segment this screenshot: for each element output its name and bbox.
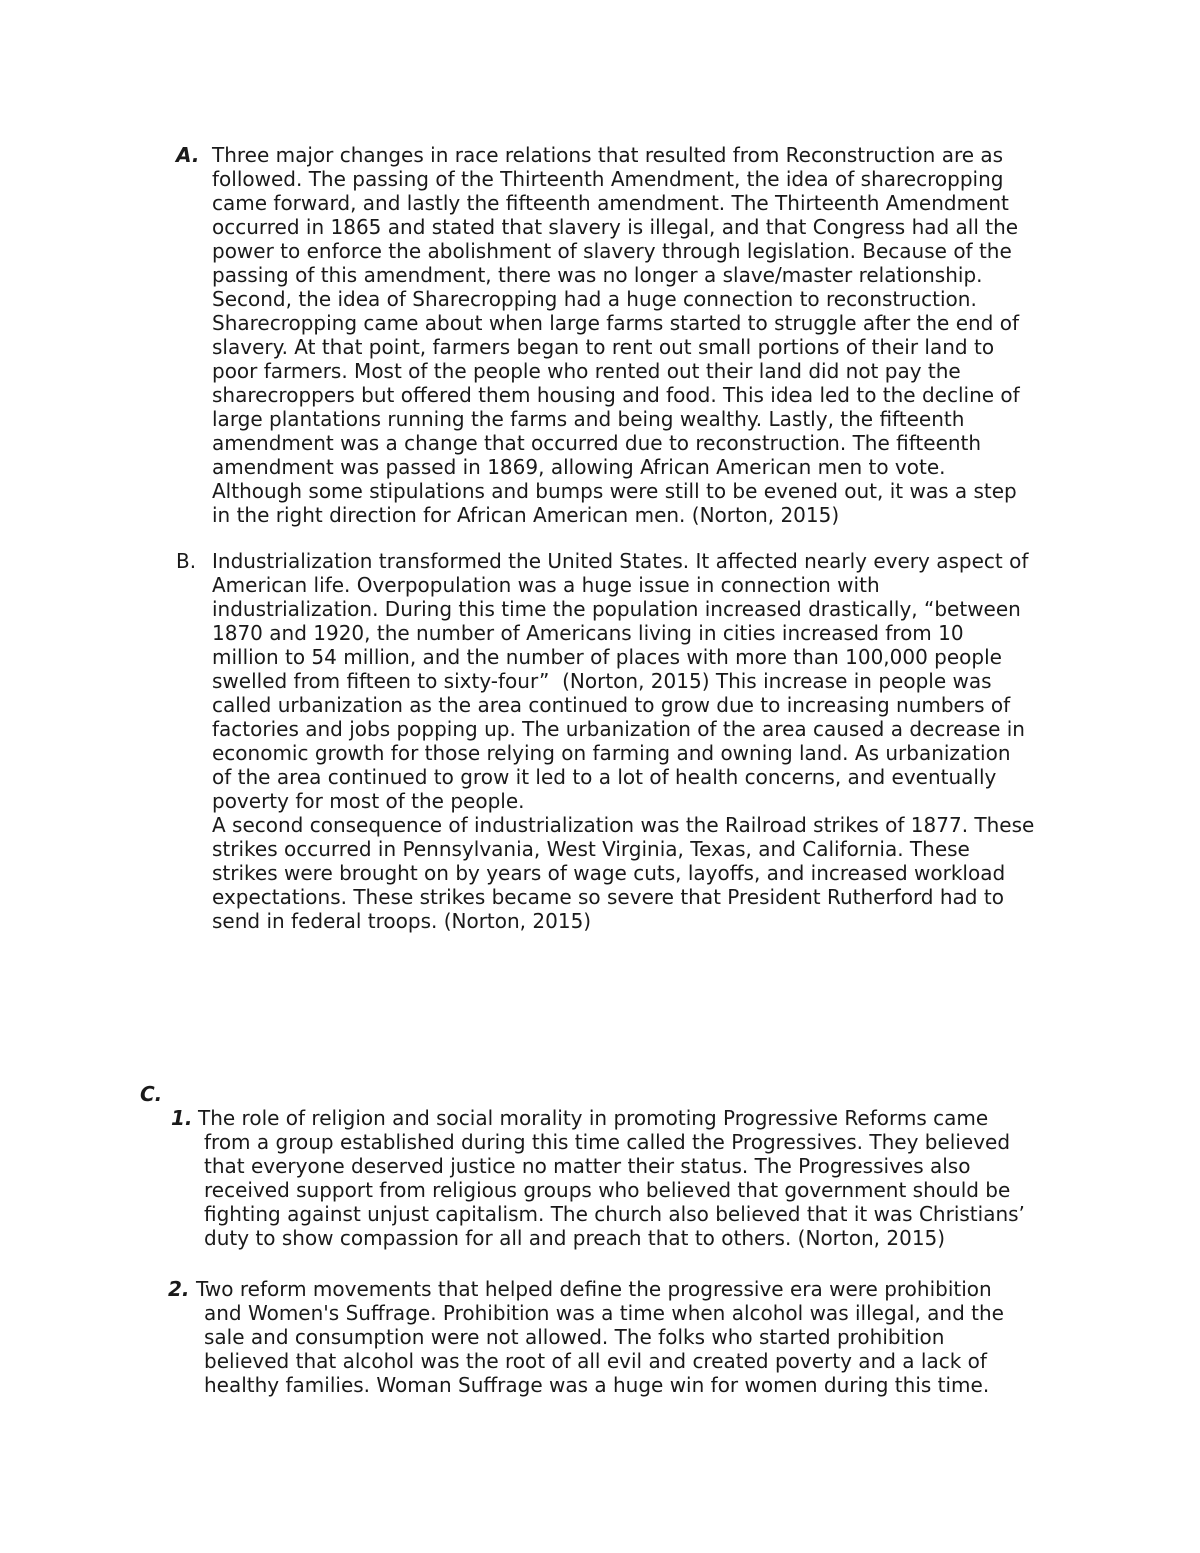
section-a-line: passing of this amendment, there was no longer a slave/master relationship. bbox=[212, 263, 983, 287]
section-b-line: called urbanization as the area continued to grow due to increasing numbers of bbox=[212, 693, 1011, 717]
section-b-line: economic growth for those relying on farming and owning land. As urbanization bbox=[212, 741, 1011, 765]
section-b-line: swelled from fifteen to sixty-four” (Norton, 2015) This increase in people was bbox=[212, 669, 992, 693]
section-b-line: Industrialization transformed the United States. It affected nearly every aspect of bbox=[212, 549, 1029, 573]
section-c-item-1-line: fighting against unjust capitalism. The church also believed that it was Christians’ bbox=[204, 1202, 1025, 1226]
section-b-line: factories and jobs popping up. The urbanization of the area caused a decrease in bbox=[212, 717, 1025, 741]
section-a-line: large plantations running the farms and being wealthy. Lastly, the fifteenth bbox=[212, 407, 965, 431]
section-c-item-1-line: that everyone deserved justice no matter their status. The Progressives also bbox=[204, 1154, 971, 1178]
section-c-item-1-line: received support from religious groups who believed that government should be bbox=[204, 1178, 1011, 1202]
section-a-line: power to enforce the abolishment of slavery through legislation. Because of the bbox=[212, 239, 1012, 263]
section-c-item-1-paragraph bbox=[204, 1130, 1025, 1250]
section-b-line: 1870 and 1920, the number of Americans living in cities increased from 10 bbox=[212, 621, 964, 645]
section-a-line: Although some stipulations and bumps were still to be evened out, it was a step bbox=[212, 479, 1017, 503]
section-c-item-2-marker: 2. bbox=[168, 1277, 190, 1301]
section-a-line: Second, the idea of Sharecropping had a huge connection to reconstruction. bbox=[212, 287, 977, 311]
section-c-marker: C. bbox=[140, 1082, 163, 1106]
section-a-line: poor farmers. Most of the people who rented out their land did not pay the bbox=[212, 359, 961, 383]
section-b-line: of the area continued to grow it led to a lot of health concerns, and eventually bbox=[212, 765, 997, 789]
section-a-line: occurred in 1865 and stated that slavery is illegal, and that Congress had all the bbox=[212, 215, 1019, 239]
section-c-item-1-first-line: The role of religion and social morality in promoting Progressive Reforms came bbox=[198, 1106, 989, 1130]
section-a-line: amendment was passed in 1869, allowing African American men to vote. bbox=[212, 455, 946, 479]
section-c-item-2-paragraph bbox=[204, 1301, 1004, 1397]
section-a-line: in the right direction for African American men. (Norton, 2015) bbox=[212, 503, 840, 527]
section-b-line: A second consequence of industrialization was the Railroad strikes of 1877. These bbox=[212, 813, 1035, 837]
section-c-item-2-line: sale and consumption were not allowed. The folks who started prohibition bbox=[204, 1325, 945, 1349]
section-c-item-2-line: healthy families. Woman Suffrage was a huge win for women during this time. bbox=[204, 1373, 990, 1397]
section-b-line: poverty for most of the people. bbox=[212, 789, 525, 813]
section-b-line: expectations. These strikes became so severe that President Rutherford had to bbox=[212, 885, 1004, 909]
section-a-line: amendment was a change that occurred due to reconstruction. The fifteenth bbox=[212, 431, 982, 455]
section-b-line: strikes were brought on by years of wage cuts, layoffs, and increased workload bbox=[212, 861, 1006, 885]
section-c-item-2-line: believed that alcohol was the root of all evil and created poverty and a lack of bbox=[204, 1349, 987, 1373]
section-a-line: slavery. At that point, farmers began to rent out small portions of their land to bbox=[212, 335, 995, 359]
section-a-paragraph bbox=[212, 143, 1020, 527]
section-a-line: followed. The passing of the Thirteenth Amendment, the idea of sharecropping bbox=[212, 167, 1004, 191]
section-b-line: send in federal troops. (Norton, 2015) bbox=[212, 909, 592, 933]
section-b-line: American life. Overpopulation was a huge issue in connection with bbox=[212, 573, 880, 597]
section-a-marker: A. bbox=[176, 143, 200, 167]
section-b-line: strikes occurred in Pennsylvania, West Virginia, Texas, and California. These bbox=[212, 837, 970, 861]
section-b-line: million to 54 million, and the number of places with more than 100,000 people bbox=[212, 645, 1002, 669]
section-c-item-1-line: duty to show compassion for all and preach that to others. (Norton, 2015) bbox=[204, 1226, 946, 1250]
section-a-line: sharecroppers but offered them housing and food. This idea led to the decline of bbox=[212, 383, 1020, 407]
section-a-line: came forward, and lastly the fifteenth amendment. The Thirteenth Amendment bbox=[212, 191, 1009, 215]
section-c-item-2-first-line: Two reform movements that helped define the progressive era were prohibition bbox=[196, 1277, 992, 1301]
section-b-marker: B. bbox=[176, 549, 197, 573]
section-b-paragraph bbox=[212, 549, 1034, 933]
section-a-line: Sharecropping came about when large farms started to struggle after the end of bbox=[212, 311, 1020, 335]
section-c-item-2-line: and Women's Suffrage. Prohibition was a time when alcohol was illegal, and the bbox=[204, 1301, 1004, 1325]
section-c-item-1-marker: 1. bbox=[171, 1106, 193, 1130]
section-c-item-1-line: from a group established during this time called the Progressives. They believed bbox=[204, 1130, 1011, 1154]
section-b-line: industrialization. During this time the population increased drastically, “between bbox=[212, 597, 1021, 621]
section-a-line: Three major changes in race relations that resulted from Reconstruction are as bbox=[212, 143, 1004, 167]
